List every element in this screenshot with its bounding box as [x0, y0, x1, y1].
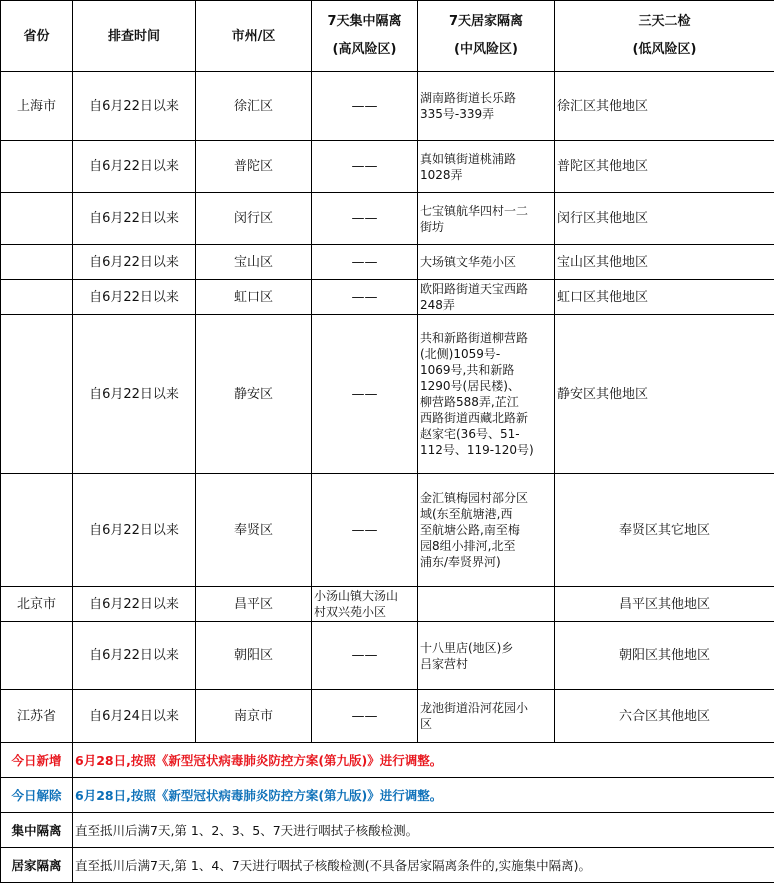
low-risk-cell: 普陀区其他地区: [555, 141, 774, 193]
header-high-risk-line2: (高风险区): [332, 42, 397, 57]
home-label: 居家隔离: [1, 848, 73, 883]
high-risk-cell: ——: [312, 193, 418, 245]
low-risk-cell: 昌平区其他地区: [555, 587, 774, 622]
new-label: 今日新增: [1, 743, 73, 778]
header-province: 省份: [1, 1, 73, 72]
central-text: 直至抵川后满7天,第 1、2、3、5、7天进行咽拭子核酸检测。: [73, 813, 774, 848]
low-risk-cell: 奉贤区其它地区: [555, 474, 774, 587]
lift-text: 6月28日,按照《新型冠状病毒肺炎防控方案(第九版)》进行调整。: [73, 778, 774, 813]
time-cell: 自6月24日以来: [73, 690, 196, 743]
time-cell: 自6月22日以来: [73, 622, 196, 690]
low-risk-cell: 徐汇区其他地区: [555, 72, 774, 141]
province-cell: 江苏省: [1, 690, 73, 743]
province-cell: 上海市: [1, 72, 73, 141]
low-risk-cell: 六合区其他地区: [555, 690, 774, 743]
table-row: [1, 141, 774, 193]
time-cell: 自6月22日以来: [73, 474, 196, 587]
time-cell: 自6月22日以来: [73, 193, 196, 245]
province-cell: [1, 245, 73, 280]
mid-risk-cell: 欧阳路街道天宝西路 248弄: [418, 280, 555, 315]
lift-label: 今日解除: [1, 778, 73, 813]
low-risk-cell: 闵行区其他地区: [555, 193, 774, 245]
header-row: [1, 1, 774, 72]
mid-risk-cell: 十八里店(地区)乡 吕家营村: [418, 622, 555, 690]
footer-row-central: [1, 813, 774, 848]
province-cell: [1, 141, 73, 193]
high-risk-cell: ——: [312, 72, 418, 141]
city-cell: 虹口区: [196, 280, 312, 315]
high-risk-cell: ——: [312, 245, 418, 280]
mid-risk-cell: 湖南路街道长乐路 335号-339弄: [418, 72, 555, 141]
province-cell: [1, 474, 73, 587]
mid-risk-cell: 真如镇街道桃浦路 1028弄: [418, 141, 555, 193]
time-cell: 自6月22日以来: [73, 280, 196, 315]
time-cell: 自6月22日以来: [73, 141, 196, 193]
mid-risk-cell: 龙池街道沿河花园小 区: [418, 690, 555, 743]
city-cell: 徐汇区: [196, 72, 312, 141]
mid-risk-cell: 大场镇文华苑小区: [418, 245, 555, 280]
high-risk-cell: ——: [312, 622, 418, 690]
footer-row-new: [1, 743, 774, 778]
table-row: [1, 72, 774, 141]
footer-row-home: [1, 848, 774, 883]
high-risk-cell: 小汤山镇大汤山 村双兴苑小区: [312, 587, 418, 622]
low-risk-cell: 静安区其他地区: [555, 315, 774, 474]
high-risk-cell: ——: [312, 141, 418, 193]
province-cell: [1, 193, 73, 245]
header-high-risk: [312, 1, 418, 72]
city-cell: 奉贤区: [196, 474, 312, 587]
header-time: 排查时间: [73, 1, 196, 72]
table-row: [1, 280, 774, 315]
table-row: [1, 315, 774, 474]
header-city: 市州/区: [196, 1, 312, 72]
mid-risk-cell: 七宝镇航华四村一二 街坊: [418, 193, 555, 245]
city-cell: 闵行区: [196, 193, 312, 245]
low-risk-cell: 虹口区其他地区: [555, 280, 774, 315]
table-row: [1, 622, 774, 690]
home-text: 直至抵川后满7天,第 1、4、7天进行咽拭子核酸检测(不具备居家隔离条件的,实施集中隔离)。: [73, 848, 774, 883]
high-risk-cell: ——: [312, 315, 418, 474]
header-low-risk: [555, 1, 774, 72]
low-risk-cell: 宝山区其他地区: [555, 245, 774, 280]
low-risk-cell: 朝阳区其他地区: [555, 622, 774, 690]
city-cell: 昌平区: [196, 587, 312, 622]
table-row: [1, 690, 774, 743]
table-row: [1, 474, 774, 587]
header-low-risk-line1: 三天二检: [638, 14, 691, 29]
mid-risk-cell: 金汇镇梅园村部分区 域(东至航塘港,西 至航塘公路,南至梅 园8组小排河,北至 浦东/奉贤界河): [418, 474, 555, 587]
high-risk-cell: ——: [312, 280, 418, 315]
city-cell: 宝山区: [196, 245, 312, 280]
footer-row-lift: [1, 778, 774, 813]
time-cell: 自6月22日以来: [73, 587, 196, 622]
header-high-risk-line1: 7天集中隔离: [327, 14, 402, 29]
time-cell: 自6月22日以来: [73, 315, 196, 474]
city-cell: 普陀区: [196, 141, 312, 193]
mid-risk-cell: [418, 587, 555, 622]
table-row: [1, 245, 774, 280]
time-cell: 自6月22日以来: [73, 245, 196, 280]
high-risk-cell: ——: [312, 474, 418, 587]
city-cell: 静安区: [196, 315, 312, 474]
central-label: 集中隔离: [1, 813, 73, 848]
header-mid-risk: [418, 1, 555, 72]
table-row: [1, 587, 774, 622]
province-cell: [1, 280, 73, 315]
new-text: 6月28日,按照《新型冠状病毒肺炎防控方案(第九版)》进行调整。: [73, 743, 774, 778]
province-cell: [1, 315, 73, 474]
table-row: [1, 193, 774, 245]
header-mid-risk-line2: (中风险区): [454, 42, 518, 57]
header-mid-risk-line1: 7天居家隔离: [448, 14, 524, 29]
header-low-risk-line2: (低风险区): [632, 42, 697, 57]
city-cell: 朝阳区: [196, 622, 312, 690]
city-cell: 南京市: [196, 690, 312, 743]
time-cell: 自6月22日以来: [73, 72, 196, 141]
province-cell: [1, 622, 73, 690]
province-cell: 北京市: [1, 587, 73, 622]
high-risk-cell: ——: [312, 690, 418, 743]
mid-risk-cell: 共和新路街道柳营路 (北侧)1059号- 1069号,共和新路 1290号(居民楼)、 柳营路588弄,芷江 西路街道西藏北路新 赵家宅(36号、51- 112号、119-120号): [418, 315, 555, 474]
